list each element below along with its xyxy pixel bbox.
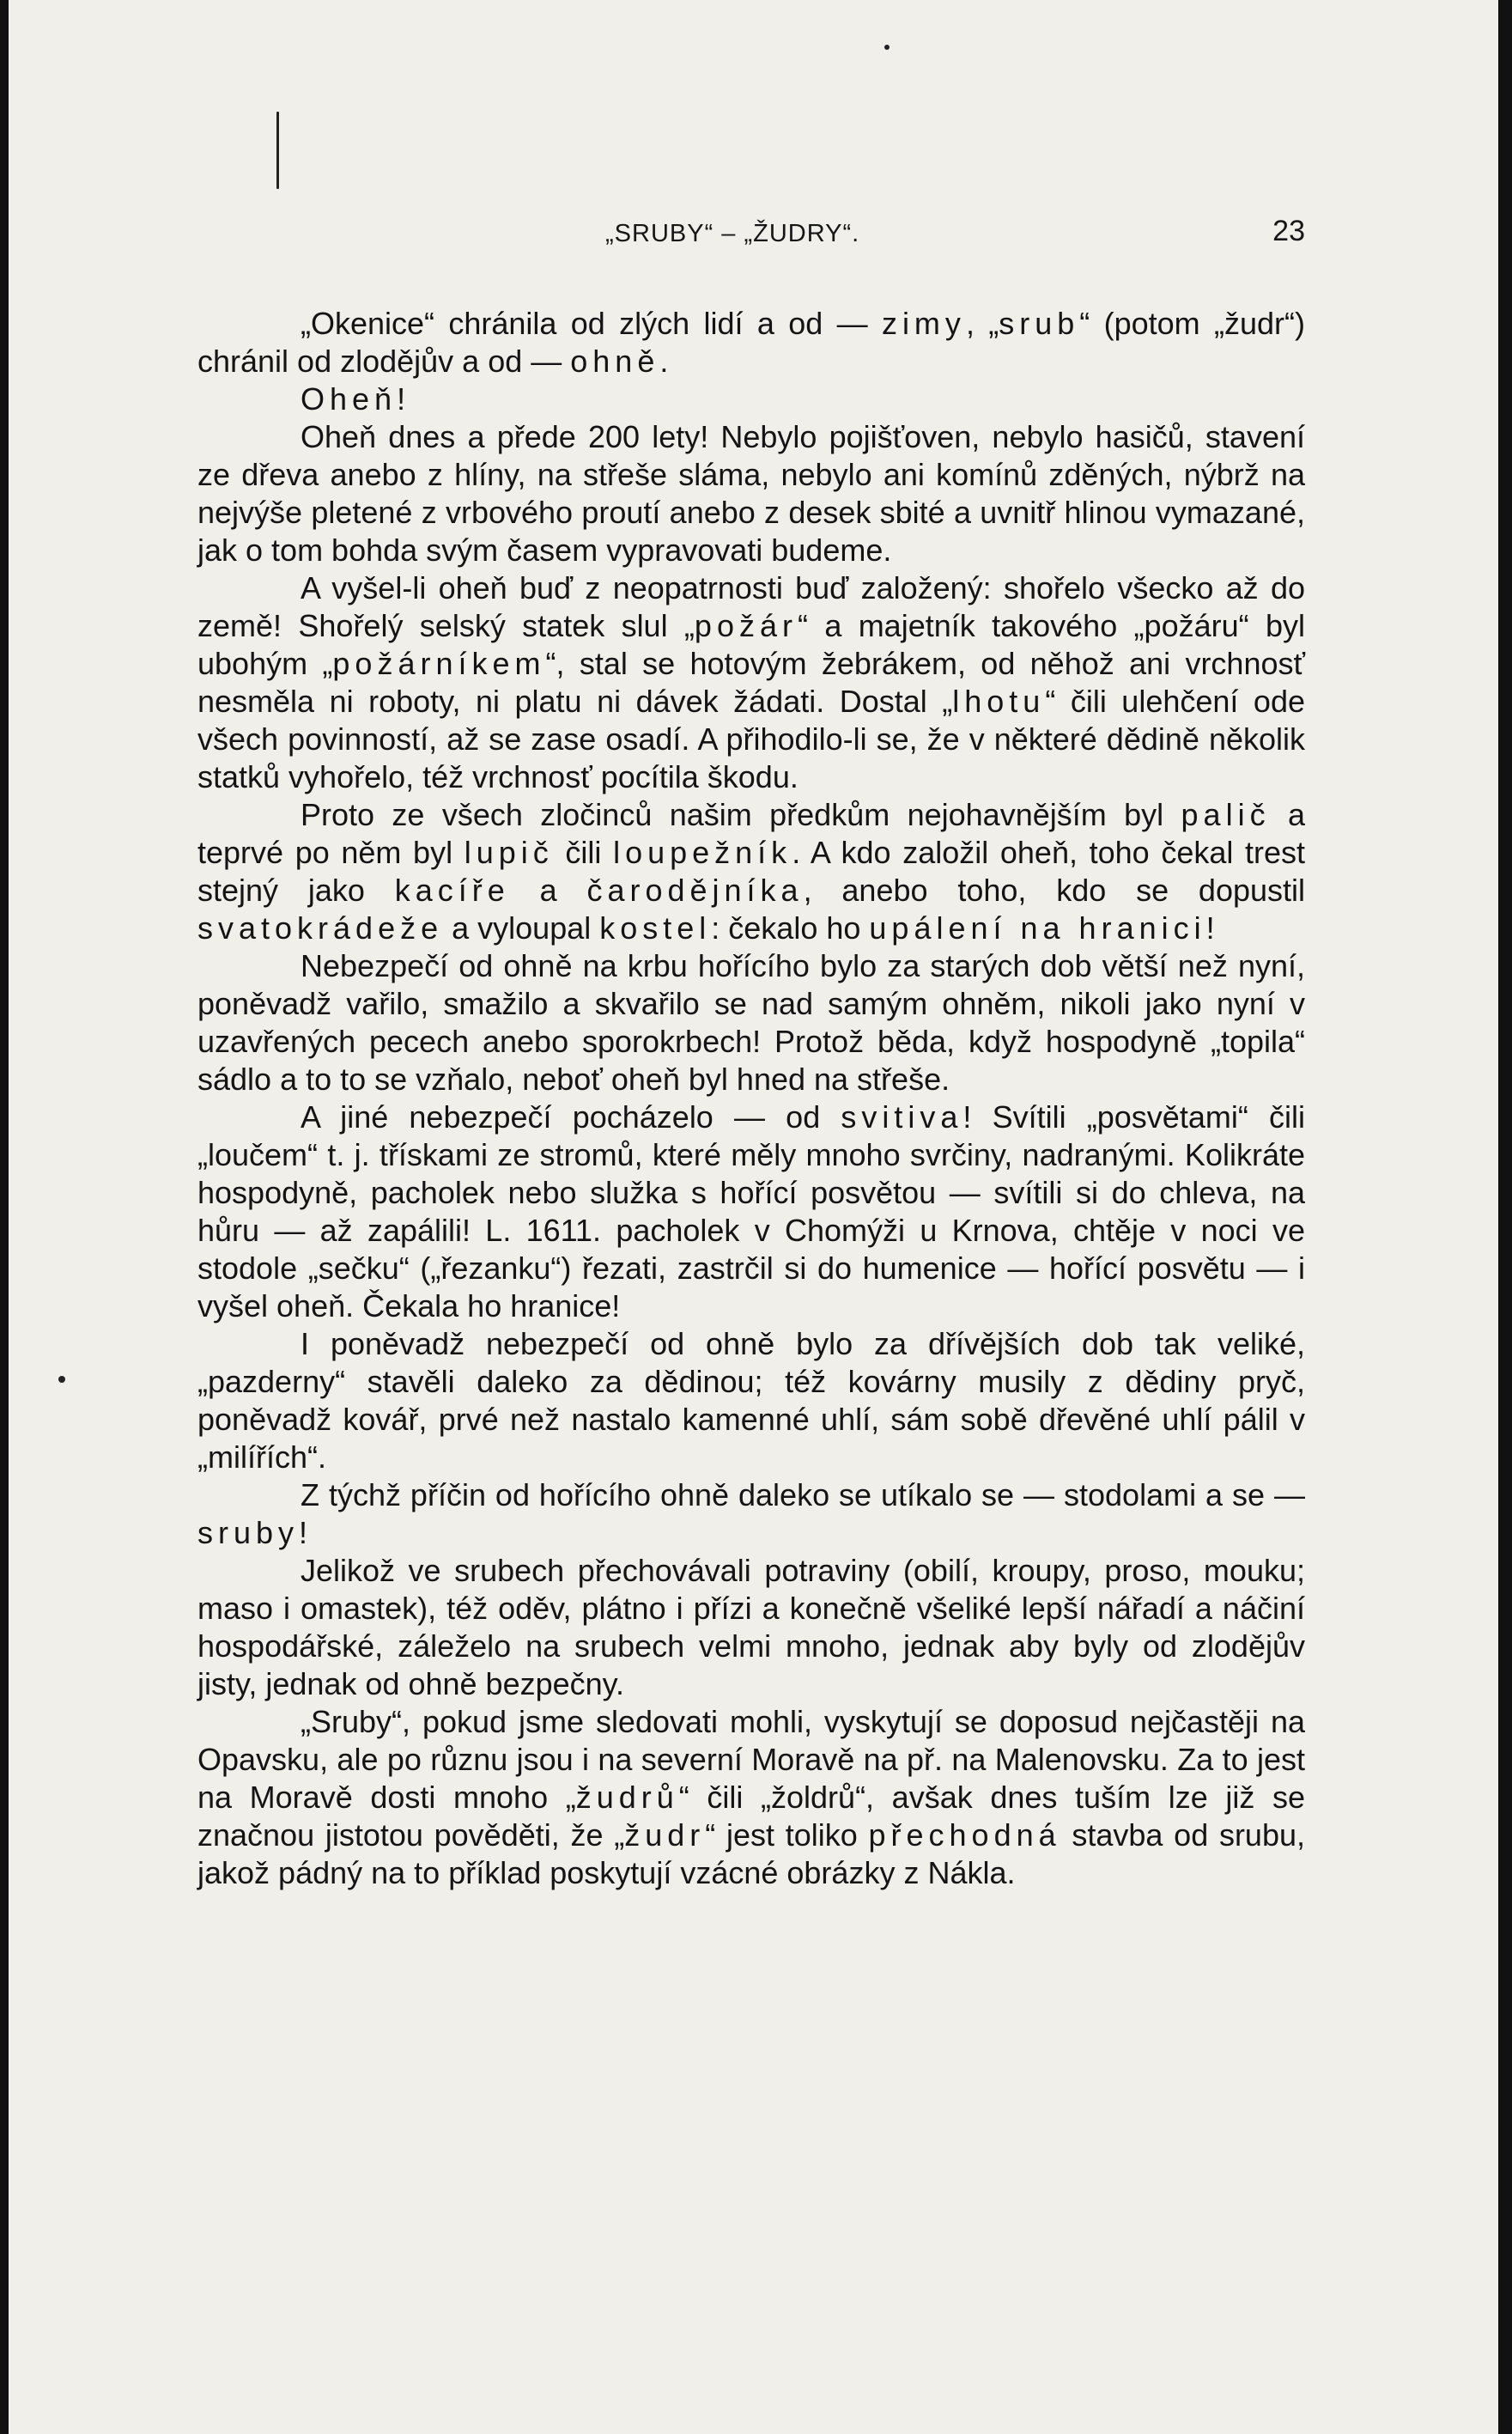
paragraph: I poněvadž nebezpečí od ohně bylo za dřívějších dob tak veliké, „pazderny“ stavěli daleko za dědinou; též kovárny musily z dědiny pryč, poněvadž kovář, prvé než nastalo kamenné uhlí, sám sobě dřevěné uhlí pálil v „milířích“.: [197, 1326, 1305, 1475]
paragraph: Jelikož ve srubech přechovávali potraviny (obilí, kroupy, proso, mouku; maso i omastek), též oděv, plátno i přízi a konečně všeliké lepší nářadí a náčiní hospodářské, záleželo na srubech velmi mnoho, jednak aby byly od zlodějův jisty, jednak od ohně bezpečny.: [197, 1553, 1305, 1701]
paragraph: Proto ze všech zločinců našim předkům nejohavnějším byl palič a teprvé po něm byl lupič čili loupežník. A kdo založil oheň, toho čekal trest stejný jako kacíře a čarodějníka, anebo toho, kdo se dopustil svatokrádeže a vyloupal kostel: čekalo ho upálení na hranici!: [197, 797, 1306, 946]
emphasized-word: ohně: [570, 344, 660, 379]
paragraph: A jiné nebezpečí pocházelo — od svitiva! Svítili „posvětami“ čili „loučem“ t. j. třískami ze stromů, které měly mnoho svrčiny, nadranými. Kolikráte hospodyně, pacholek nebo služka s hořící posvětou — svítili si do chleva, na hůru — až zapálili! L. 1611. pacholek v Chomýži u Krnova, chtěje v noci ve stodole „sečku“ („řezanku“) řezati, zastrčil si do humenice — hořící posvětu — i vyšel oheň. Čekala ho hranice!: [197, 1099, 1305, 1323]
page-number: 23: [1272, 215, 1305, 247]
emphasized-word: kostel: [599, 910, 712, 946]
running-title: „SRUBY“ – „ŽUDRY“.: [605, 220, 860, 247]
emphasized-word: upálení na hranici: [869, 910, 1206, 946]
emphasized-word: žudrů: [575, 1780, 679, 1815]
emphasized-word: přechodná: [868, 1817, 1061, 1853]
paragraph: Oheň!: [301, 381, 406, 417]
emphasized-word: žudr: [624, 1817, 706, 1853]
emphasized-word: svitiva: [841, 1099, 963, 1135]
scan-edge-left: [0, 0, 9, 2434]
paragraph: Z týchž příčin od hořícího ohně daleko se utíkalo se — stodolami a se — sruby!: [197, 1477, 1305, 1550]
body-text: [197, 305, 1305, 1892]
emphasized-word: požárníkem: [332, 646, 546, 681]
emphasized-word: kacíře: [394, 873, 510, 908]
emphasized-word: loupežník: [613, 835, 792, 870]
paragraph: A vyšel-li oheň buď z neopatrnosti buď založený: shořelo všecko až do země! Shořelý selský statek slul „požár“ a majetník takového „požáru“ byl ubohým „požárníkem“, stal se hotovým žebrákem, od něhož ani vrchnosť nesměla ni roboty, ni platu ni dávek žádati. Dostal „lhotu“ čili ulehčení ode všech povinností, až se zase osadí. A přihodilo-li se, že v některé dědině několik statků vyhořelo, též vrchnosť pocítila škodu.: [197, 570, 1306, 794]
paragraph: Oheň dnes a přede 200 lety! Nebylo pojišťoven, nebylo hasičů, stavení ze dřeva anebo z hlíny, na střeše sláma, nebylo ani komínů zděných, nýbrž na nejvýše pletené z vrbového proutí anebo z desek sbité a uvnitř hlinou vymazané, jak o tom bohda svým časem vypravovati budeme.: [197, 419, 1305, 568]
emphasized-word: palič: [1181, 797, 1271, 832]
emphasized-word: čarodějníka: [586, 873, 804, 908]
emphasized-word: požár: [694, 608, 798, 643]
paragraph: Nebezpečí od ohně na krbu hořícího bylo za starých dob větší než nyní, poněvadž vařilo, smažilo a skvařilo se nad samým ohněm, nikoli jako nyní v uzavřených pecech anebo sporokrbech! Protož běda, když hospodyně „topila“ sádlo a to to se vzňalo, neboť oheň byl hned na střeše.: [197, 948, 1305, 1097]
scan-mark: [276, 112, 279, 189]
emphasized-word: zimy: [881, 306, 966, 341]
scan-speck: [884, 45, 890, 50]
scan-speck: [58, 1376, 65, 1383]
book-page: [9, 0, 1498, 2434]
scan-edge-right: [1498, 0, 1512, 2434]
emphasized-word: lupič: [464, 835, 554, 870]
emphasized-word: sruby: [197, 1515, 300, 1550]
paragraph: „Okenice“ chránila od zlých lidí a od — zimy, „srub“ (potom „žudr“) chránil od zlodějův a od — ohně.: [197, 306, 1305, 379]
emphasized-word: srub: [999, 306, 1080, 341]
emphasized-word: lhotu: [952, 684, 1046, 719]
running-header: [197, 215, 1305, 258]
emphasized-word: svatokrádeže: [197, 910, 444, 946]
emphasized-word: Oheň: [301, 381, 398, 417]
paragraph: „Sruby“, pokud jsme sledovati mohli, vyskytují se doposud nejčastěji na Opavsku, ale po různu jsou i na severní Moravě na př. na Malenovsku. Za to jest na Moravě dosti mnoho „žudrů“ čili „žoldrů“, avšak dnes tuším lze již se značnou jistotou pověděti, že „žudr“ jest toliko přechodná stavba od srubu, jakož pádný na to příklad poskytují vzácné obrázky z Nákla.: [197, 1704, 1305, 1890]
